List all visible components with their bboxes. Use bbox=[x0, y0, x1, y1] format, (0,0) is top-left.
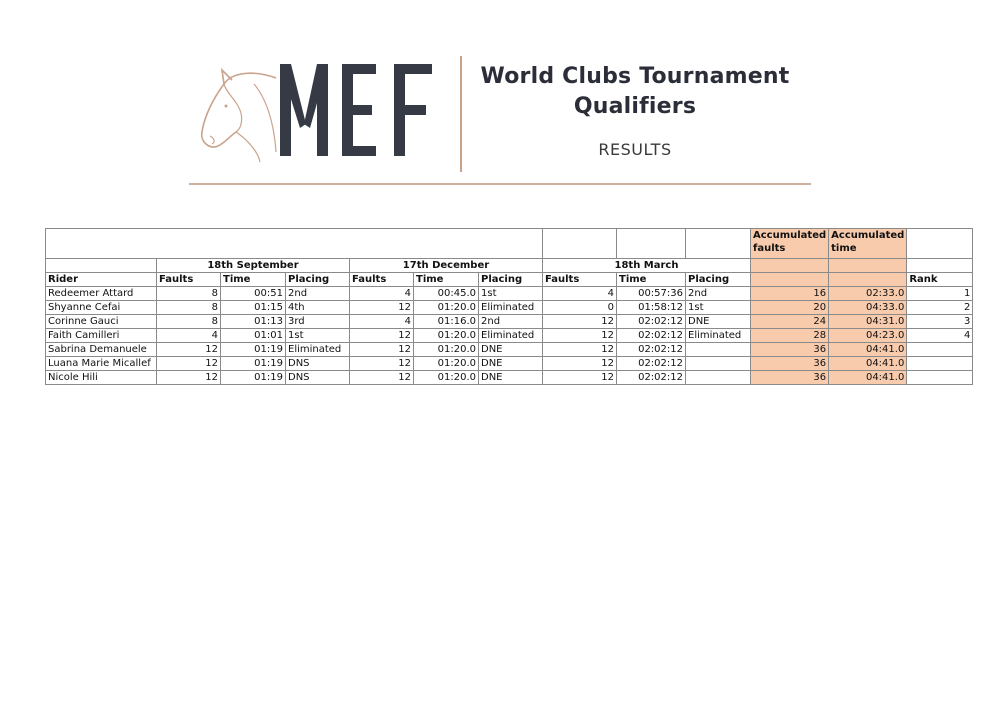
horse-head-logo-icon bbox=[196, 62, 286, 166]
document-subtitle: RESULTS bbox=[598, 140, 672, 159]
faults-cell: 12 bbox=[543, 371, 617, 385]
faults-cell: 4 bbox=[543, 287, 617, 301]
time-header: Time bbox=[414, 273, 479, 287]
time-cell: 01:20.0 bbox=[414, 343, 479, 357]
rank-header: Rank bbox=[907, 273, 973, 287]
accumulated-time-cell: 04:41.0 bbox=[829, 357, 907, 371]
faults-cell: 12 bbox=[543, 315, 617, 329]
faults-cell: 8 bbox=[157, 301, 221, 315]
faults-cell: 8 bbox=[157, 315, 221, 329]
document-title bbox=[480, 62, 790, 122]
rank-cell: 3 bbox=[907, 315, 973, 329]
accumulated-time-cell: 04:33.0 bbox=[829, 301, 907, 315]
faults-cell: 12 bbox=[350, 343, 414, 357]
round-date-2: 17th December bbox=[350, 259, 543, 273]
faults-cell: 12 bbox=[350, 329, 414, 343]
table-row bbox=[46, 343, 973, 357]
time-cell: 00:51 bbox=[221, 287, 286, 301]
time-cell: 01:16.0 bbox=[414, 315, 479, 329]
placing-header: Placing bbox=[686, 273, 751, 287]
time-cell: 02:02:12 bbox=[617, 329, 686, 343]
time-cell: 01:20.0 bbox=[414, 301, 479, 315]
faults-header: Faults bbox=[350, 273, 414, 287]
faults-header: Faults bbox=[157, 273, 221, 287]
accumulated-faults-cell: 20 bbox=[751, 301, 829, 315]
accumulated-time-cell: 04:41.0 bbox=[829, 343, 907, 357]
accumulated-faults-cell: 24 bbox=[751, 315, 829, 329]
faults-cell: 12 bbox=[350, 371, 414, 385]
faults-cell: 12 bbox=[350, 357, 414, 371]
accumulated-faults-cell: 28 bbox=[751, 329, 829, 343]
faults-cell: 12 bbox=[157, 357, 221, 371]
round-date-1: 18th September bbox=[157, 259, 350, 273]
accumulated-faults-header: Accumulated faults bbox=[751, 229, 829, 259]
rider-header: Rider bbox=[46, 273, 157, 287]
placing-cell: Eliminated bbox=[479, 329, 543, 343]
time-cell: 02:02:12 bbox=[617, 315, 686, 329]
time-cell: 01:58:12 bbox=[617, 301, 686, 315]
results-table bbox=[45, 228, 973, 385]
faults-header: Faults bbox=[543, 273, 617, 287]
rank-cell: 1 bbox=[907, 287, 973, 301]
placing-cell: DNE bbox=[479, 357, 543, 371]
mef-logo-letters bbox=[276, 64, 440, 156]
rider-name-cell: Faith Camilleri bbox=[46, 329, 157, 343]
rank-cell bbox=[907, 343, 973, 357]
accumulated-time-cell: 02:33.0 bbox=[829, 287, 907, 301]
time-cell: 01:01 bbox=[221, 329, 286, 343]
rider-name-cell: Sabrina Demanuele bbox=[46, 343, 157, 357]
time-cell: 01:19 bbox=[221, 357, 286, 371]
placing-cell: Eliminated bbox=[286, 343, 350, 357]
title-line-2: Qualifiers bbox=[573, 94, 697, 119]
time-cell: 01:19 bbox=[221, 371, 286, 385]
time-header: Time bbox=[221, 273, 286, 287]
time-cell: 02:02:12 bbox=[617, 357, 686, 371]
rank-cell: 2 bbox=[907, 301, 973, 315]
faults-cell: 8 bbox=[157, 287, 221, 301]
rider-name-cell: Nicole Hili bbox=[46, 371, 157, 385]
placing-cell: 2nd bbox=[686, 287, 751, 301]
time-cell: 02:02:12 bbox=[617, 371, 686, 385]
placing-cell: DNS bbox=[286, 371, 350, 385]
time-cell: 01:13 bbox=[221, 315, 286, 329]
logo-divider bbox=[460, 56, 462, 172]
placing-cell: 2nd bbox=[479, 315, 543, 329]
faults-cell: 12 bbox=[543, 329, 617, 343]
table-row bbox=[46, 287, 973, 301]
accumulated-faults-cell: 36 bbox=[751, 343, 829, 357]
header-rule bbox=[189, 183, 811, 185]
faults-cell: 4 bbox=[157, 329, 221, 343]
placing-cell: Eliminated bbox=[686, 329, 751, 343]
time-cell: 00:57:36 bbox=[617, 287, 686, 301]
rank-cell bbox=[907, 357, 973, 371]
faults-cell: 12 bbox=[350, 301, 414, 315]
time-cell: 00:45.0 bbox=[414, 287, 479, 301]
time-cell: 01:20.0 bbox=[414, 357, 479, 371]
faults-cell: 12 bbox=[157, 371, 221, 385]
title-line-1: World Clubs Tournament bbox=[480, 64, 790, 89]
accumulated-time-cell: 04:31.0 bbox=[829, 315, 907, 329]
accumulated-time-cell: 04:23.0 bbox=[829, 329, 907, 343]
table-row bbox=[46, 371, 973, 385]
placing-cell: DNS bbox=[286, 357, 350, 371]
table-top-row bbox=[46, 229, 973, 259]
placing-cell: 4th bbox=[286, 301, 350, 315]
placing-cell bbox=[686, 357, 751, 371]
column-header-row bbox=[46, 273, 973, 287]
time-cell: 01:15 bbox=[221, 301, 286, 315]
rider-name-cell: Shyanne Cefai bbox=[46, 301, 157, 315]
table-row bbox=[46, 315, 973, 329]
rider-name-cell: Redeemer Attard bbox=[46, 287, 157, 301]
accumulated-faults-cell: 36 bbox=[751, 371, 829, 385]
rider-name-cell: Corinne Gauci bbox=[46, 315, 157, 329]
faults-cell: 12 bbox=[543, 357, 617, 371]
time-cell: 02:02:12 bbox=[617, 343, 686, 357]
time-cell: 01:20.0 bbox=[414, 371, 479, 385]
faults-cell: 4 bbox=[350, 287, 414, 301]
accumulated-faults-cell: 16 bbox=[751, 287, 829, 301]
rank-cell: 4 bbox=[907, 329, 973, 343]
placing-cell: 1st bbox=[686, 301, 751, 315]
rank-cell bbox=[907, 371, 973, 385]
faults-cell: 12 bbox=[543, 343, 617, 357]
placing-cell: 2nd bbox=[286, 287, 350, 301]
placing-cell bbox=[686, 371, 751, 385]
placing-cell: 1st bbox=[479, 287, 543, 301]
faults-cell: 12 bbox=[157, 343, 221, 357]
table-row bbox=[46, 329, 973, 343]
round-date-3: 18th March bbox=[543, 259, 751, 273]
placing-cell: DNE bbox=[686, 315, 751, 329]
placing-header: Placing bbox=[479, 273, 543, 287]
accumulated-time-header: Accumulated time bbox=[829, 229, 907, 259]
accumulated-faults-cell: 36 bbox=[751, 357, 829, 371]
table-row bbox=[46, 301, 973, 315]
rider-name-cell: Luana Marie Micallef bbox=[46, 357, 157, 371]
placing-cell: 3rd bbox=[286, 315, 350, 329]
time-cell: 01:19 bbox=[221, 343, 286, 357]
placing-cell bbox=[686, 343, 751, 357]
placing-cell: Eliminated bbox=[479, 301, 543, 315]
placing-header: Placing bbox=[286, 273, 350, 287]
round-dates-row bbox=[46, 259, 973, 273]
placing-cell: DNE bbox=[479, 343, 543, 357]
table-row bbox=[46, 357, 973, 371]
time-cell: 01:20.0 bbox=[414, 329, 479, 343]
time-header: Time bbox=[617, 273, 686, 287]
faults-cell: 0 bbox=[543, 301, 617, 315]
accumulated-time-cell: 04:41.0 bbox=[829, 371, 907, 385]
placing-cell: 1st bbox=[286, 329, 350, 343]
placing-cell: DNE bbox=[479, 371, 543, 385]
faults-cell: 4 bbox=[350, 315, 414, 329]
